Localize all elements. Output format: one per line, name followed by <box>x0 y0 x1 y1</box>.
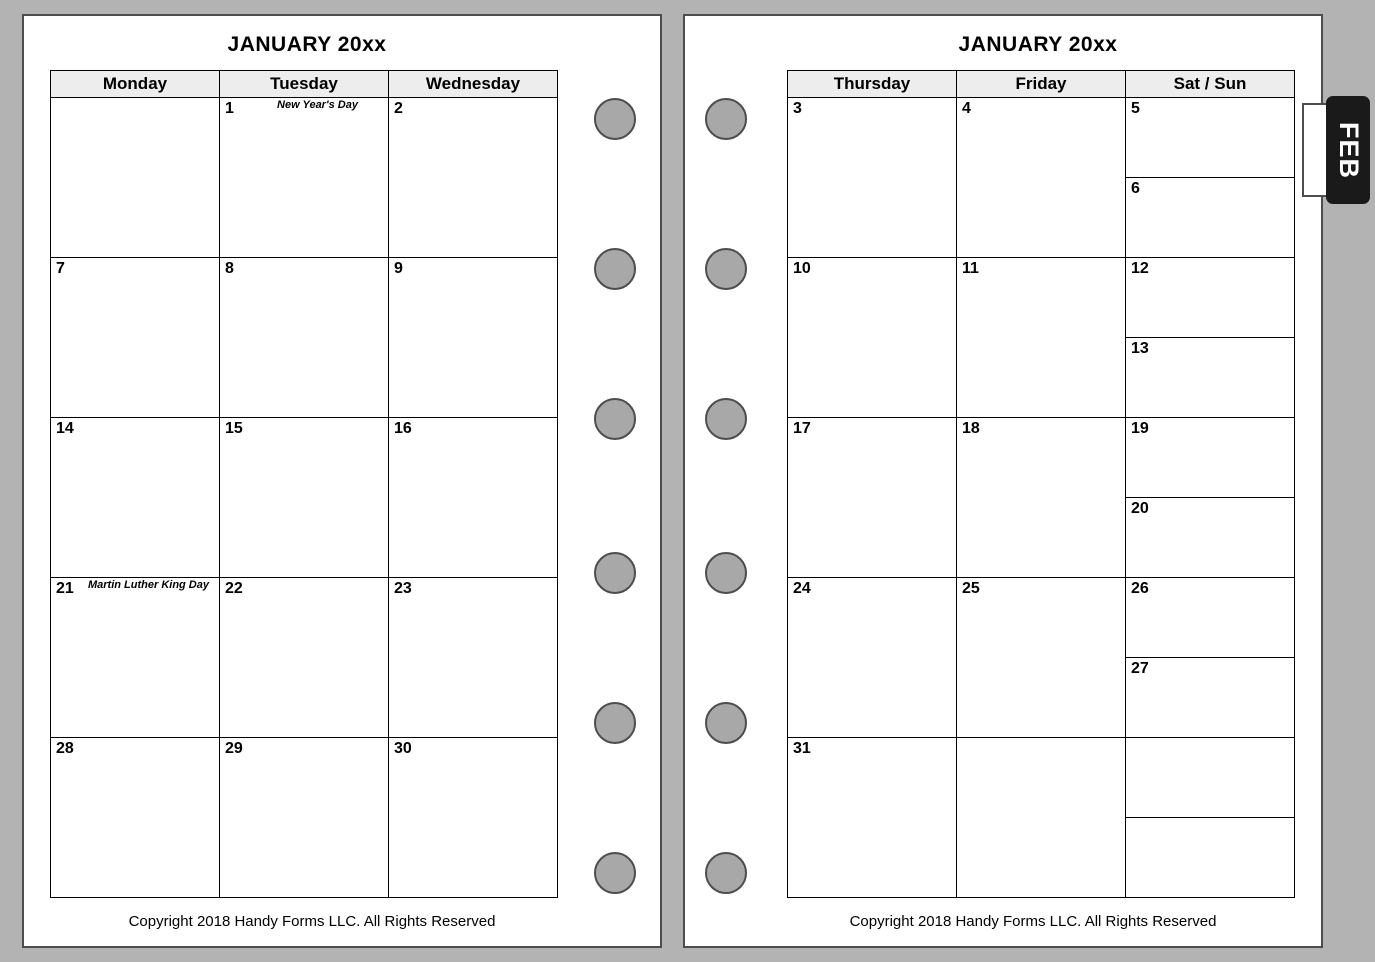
right-copyright: Copyright 2018 Handy Forms LLC. All Rights Reserved <box>849 913 1217 930</box>
day-number: 2 <box>394 100 403 117</box>
day-cell[interactable] <box>957 258 1126 418</box>
week-row <box>788 258 1295 418</box>
weekend-cell[interactable] <box>1126 578 1295 738</box>
column-header-friday: Friday <box>957 71 1126 98</box>
day-number: 8 <box>225 260 234 277</box>
right-page <box>683 14 1323 948</box>
week-row <box>788 738 1295 898</box>
day-number: 26 <box>1131 580 1149 597</box>
day-cell[interactable] <box>51 578 220 738</box>
day-number: 23 <box>394 580 412 597</box>
binder-ring-icon <box>705 98 747 140</box>
right-header-row <box>788 71 1295 98</box>
day-number: 28 <box>56 740 74 757</box>
weekend-cell[interactable] <box>1126 418 1295 578</box>
day-number: 29 <box>225 740 243 757</box>
day-cell-saturday[interactable] <box>1126 578 1294 658</box>
day-number: 1 <box>225 100 234 117</box>
day-cell[interactable] <box>389 98 558 258</box>
binder-ring-icon <box>705 248 747 290</box>
day-cell[interactable] <box>788 258 957 418</box>
day-cell-sunday[interactable] <box>1126 658 1294 738</box>
day-cell[interactable] <box>220 258 389 418</box>
day-cell-saturday[interactable] <box>1126 98 1294 178</box>
left-copyright: Copyright 2018 Handy Forms LLC. All Rights Reserved <box>128 913 496 930</box>
day-cell[interactable] <box>957 418 1126 578</box>
binder-ring-icon <box>594 398 636 440</box>
day-cell[interactable] <box>389 418 558 578</box>
day-cell[interactable] <box>957 738 1126 898</box>
day-number: 4 <box>962 100 971 117</box>
day-number: 24 <box>793 580 811 597</box>
day-number: 20 <box>1131 499 1149 517</box>
day-number: 18 <box>962 420 980 437</box>
day-number: 10 <box>793 260 811 277</box>
binder-ring-icon <box>705 852 747 894</box>
day-cell[interactable] <box>389 258 558 418</box>
left-page-title: JANUARY 20xx <box>227 33 387 56</box>
weekend-cell[interactable] <box>1126 258 1295 418</box>
left-header-row <box>51 71 558 98</box>
day-cell-sunday[interactable] <box>1126 338 1294 418</box>
day-note: New Year's Day <box>277 99 358 111</box>
week-row <box>788 418 1295 578</box>
day-cell[interactable] <box>788 578 957 738</box>
day-number: 22 <box>225 580 243 597</box>
day-cell[interactable] <box>220 98 389 258</box>
weekend-cell[interactable] <box>1126 738 1295 898</box>
binder-rings-right <box>703 86 753 886</box>
day-cell-saturday[interactable] <box>1126 258 1294 338</box>
binder-ring-icon <box>594 852 636 894</box>
day-number: 30 <box>394 740 412 757</box>
binder-ring-icon <box>594 98 636 140</box>
day-cell[interactable] <box>51 418 220 578</box>
column-header-wednesday: Wednesday <box>389 71 558 98</box>
day-cell[interactable] <box>51 98 220 258</box>
right-page-title: JANUARY 20xx <box>958 33 1118 56</box>
day-cell[interactable] <box>788 418 957 578</box>
month-tab-label: FEB <box>1333 121 1364 179</box>
binder-ring-icon <box>705 702 747 744</box>
day-cell[interactable] <box>389 578 558 738</box>
day-number: 6 <box>1131 179 1140 197</box>
column-header-thursday: Thursday <box>788 71 957 98</box>
day-cell-sunday[interactable] <box>1126 818 1294 898</box>
week-row <box>51 258 558 418</box>
week-row <box>51 98 558 258</box>
day-number: 21 <box>56 580 74 597</box>
week-row <box>788 98 1295 258</box>
month-tab-feb[interactable] <box>1326 96 1370 204</box>
day-number: 3 <box>793 100 802 117</box>
day-cell-sunday[interactable] <box>1126 498 1294 578</box>
right-calendar-grid <box>787 70 1295 898</box>
day-number: 7 <box>56 260 65 277</box>
day-number: 9 <box>394 260 403 277</box>
day-cell[interactable] <box>788 738 957 898</box>
day-cell[interactable] <box>220 418 389 578</box>
day-number: 15 <box>225 420 243 437</box>
day-cell[interactable] <box>957 98 1126 258</box>
left-calendar-grid <box>50 70 558 898</box>
day-cell[interactable] <box>51 738 220 898</box>
week-row <box>51 578 558 738</box>
day-number: 17 <box>793 420 811 437</box>
day-number: 12 <box>1131 260 1149 277</box>
day-cell[interactable] <box>788 98 957 258</box>
day-number: 27 <box>1131 659 1149 677</box>
day-cell[interactable] <box>51 258 220 418</box>
day-cell[interactable] <box>957 578 1126 738</box>
day-cell-sunday[interactable] <box>1126 178 1294 258</box>
binder-ring-icon <box>705 552 747 594</box>
day-cell[interactable] <box>389 738 558 898</box>
day-number: 11 <box>962 260 979 277</box>
day-number: 16 <box>394 420 412 437</box>
day-number: 5 <box>1131 100 1140 117</box>
binder-ring-icon <box>594 552 636 594</box>
day-number: 25 <box>962 580 980 597</box>
month-tab-stub <box>1302 103 1326 197</box>
binder-ring-icon <box>594 702 636 744</box>
day-cell-saturday[interactable] <box>1126 738 1294 818</box>
week-row <box>51 418 558 578</box>
day-number: 14 <box>56 420 74 437</box>
day-cell-saturday[interactable] <box>1126 418 1294 498</box>
day-number: 31 <box>793 740 811 757</box>
week-row <box>788 578 1295 738</box>
binder-ring-icon <box>594 248 636 290</box>
day-number: 13 <box>1131 339 1149 357</box>
column-header-monday: Monday <box>51 71 220 98</box>
day-cell[interactable] <box>220 578 389 738</box>
binder-rings-left <box>592 86 642 886</box>
day-number: 19 <box>1131 420 1149 437</box>
weekend-cell[interactable] <box>1126 98 1295 258</box>
column-header-satsun: Sat / Sun <box>1126 71 1295 98</box>
week-row <box>51 738 558 898</box>
left-page <box>22 14 662 948</box>
day-cell[interactable] <box>220 738 389 898</box>
column-header-tuesday: Tuesday <box>220 71 389 98</box>
binder-ring-icon <box>705 398 747 440</box>
day-note: Martin Luther King Day <box>87 579 209 591</box>
